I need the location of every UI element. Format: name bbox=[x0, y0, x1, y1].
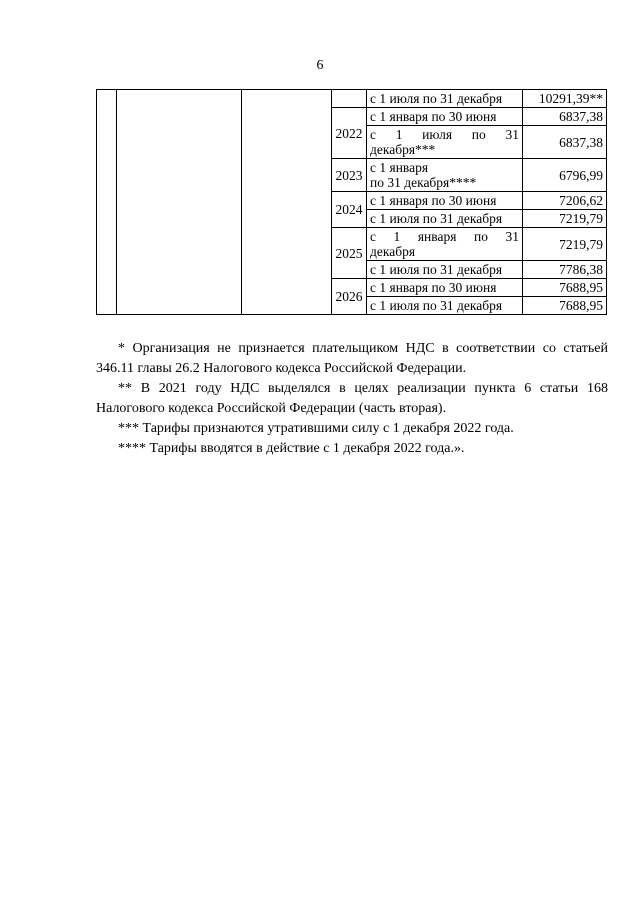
tariff-value-cell: 7688,95 bbox=[523, 297, 607, 315]
period-cell: с 1 июля по 31 декабря bbox=[367, 90, 523, 108]
period-line: с 1 января bbox=[370, 160, 429, 175]
tariff-table bbox=[96, 89, 607, 315]
tariff-value-cell: 10291,39** bbox=[523, 90, 607, 108]
blank-cell-3 bbox=[242, 90, 332, 315]
period-cell: с 1 января по 30 июня bbox=[367, 192, 523, 210]
tariff-value-cell: 7219,79 bbox=[523, 228, 607, 261]
table-row bbox=[97, 90, 607, 108]
period-cell: с 1 января по 30 июня bbox=[367, 108, 523, 126]
tariff-value-cell: 6837,38 bbox=[523, 126, 607, 159]
tariff-value-cell: 6837,38 bbox=[523, 108, 607, 126]
tariff-value-cell: 7206,62 bbox=[523, 192, 607, 210]
tariff-value-cell: 7786,38 bbox=[523, 261, 607, 279]
period-line: декабря*** bbox=[370, 142, 436, 157]
period-cell: с 1 июля по 31 декабря bbox=[367, 261, 523, 279]
period-line: по 31 декабря**** bbox=[370, 175, 477, 190]
footnote-1: * Организация не признается плательщиком НДС в соответствии со статьей 346.11 главы 26.2 Налогового кодекса Российской Федерации. bbox=[96, 341, 608, 376]
period-line: с 1 июля по 31 bbox=[370, 127, 519, 142]
year-cell: 2024 bbox=[332, 192, 367, 228]
year-cell bbox=[332, 90, 367, 108]
tariff-value-cell: 6796,99 bbox=[523, 159, 607, 192]
footnote-2: ** В 2021 году НДС выделялся в целях реализации пункта 6 статьи 168 Налогового кодекса Российской Федерации (часть вторая). bbox=[96, 381, 608, 416]
blank-cell-1 bbox=[97, 90, 117, 315]
year-cell: 2023 bbox=[332, 159, 367, 192]
period-cell: с 1 января по 30 июня bbox=[367, 279, 523, 297]
period-cell bbox=[367, 126, 523, 159]
period-cell: с 1 июля по 31 декабря bbox=[367, 210, 523, 228]
period-cell bbox=[367, 228, 523, 261]
period-line: с 1 января по 31 bbox=[370, 229, 519, 244]
year-cell: 2025 bbox=[332, 228, 367, 279]
period-cell: с 1 июля по 31 декабря bbox=[367, 297, 523, 315]
blank-cell-2 bbox=[117, 90, 242, 315]
year-cell: 2026 bbox=[332, 279, 367, 315]
tariff-value-cell: 7688,95 bbox=[523, 279, 607, 297]
footnote-4: **** Тарифы вводятся в действие с 1 декабря 2022 года.». bbox=[118, 441, 465, 456]
year-cell: 2022 bbox=[332, 108, 367, 159]
page-number: 6 bbox=[316, 58, 324, 73]
period-line: декабря bbox=[370, 244, 416, 259]
footnote-3: *** Тарифы признаются утратившими силу с 1 декабря 2022 года. bbox=[118, 421, 514, 436]
tariff-value-cell: 7219,79 bbox=[523, 210, 607, 228]
period-cell bbox=[367, 159, 523, 192]
footnotes bbox=[96, 339, 608, 459]
